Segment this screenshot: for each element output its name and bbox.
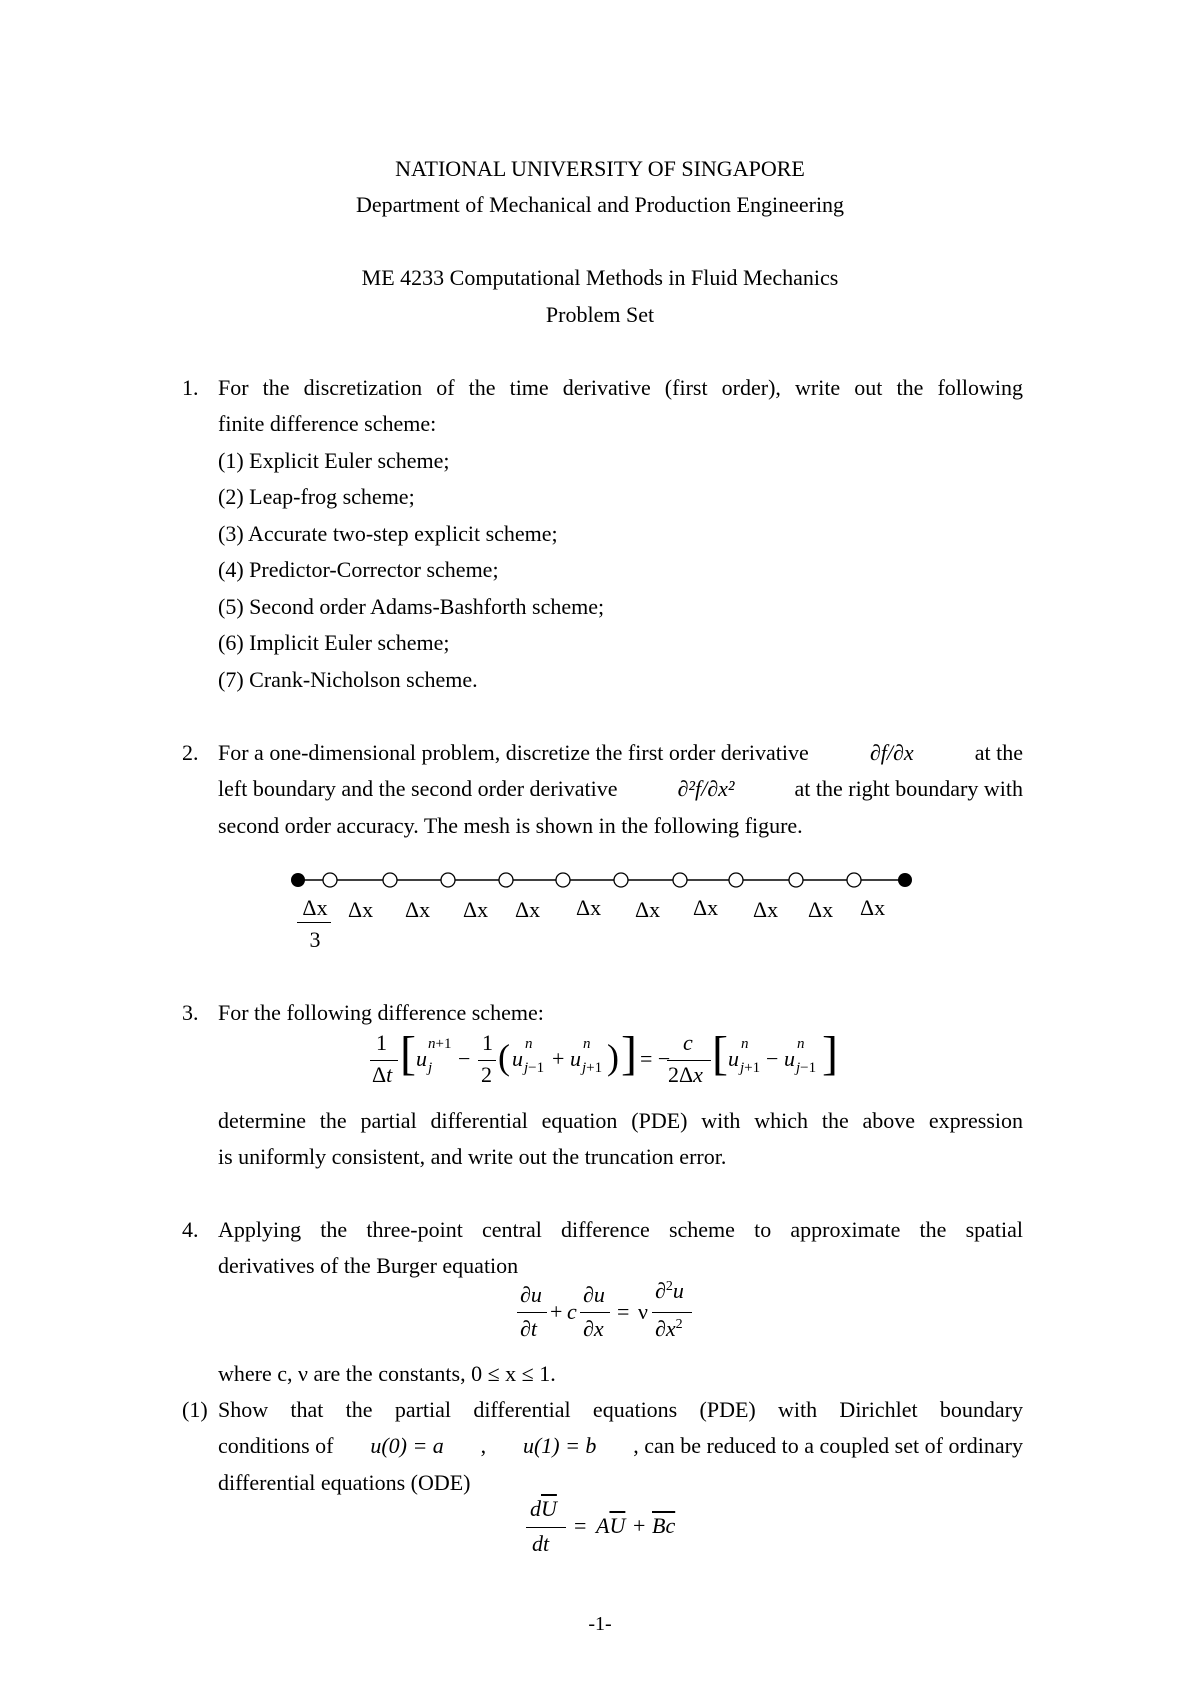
mesh-label-first: Δx [302, 895, 328, 920]
course-title: ME 4233 Computational Methods in Fluid Mechanics [361, 265, 839, 290]
bc-separator: , [480, 1433, 487, 1458]
document-title: Problem Set [545, 302, 655, 327]
q1-item-6: (6) Implicit Euler scheme; [218, 630, 450, 655]
mesh-label-4: Δx [463, 897, 489, 922]
q4-number: 4. [182, 1217, 199, 1242]
mesh-boundary-node-left [291, 873, 305, 887]
q4-sub-number: (1) [182, 1397, 208, 1422]
q2-line1-end: at the [974, 740, 1023, 765]
mesh-label-denominator: 3 [309, 927, 321, 952]
q3-line1: For the following difference scheme: [218, 1000, 544, 1025]
q2-line3: second order accuracy. The mesh is shown in the following figure. [218, 813, 803, 838]
mesh-label-11: Δx [860, 895, 886, 920]
mesh-label-3: Δx [405, 897, 431, 922]
mesh-interior-node [556, 873, 570, 887]
q1-item-2: (2) Leap-frog scheme; [218, 484, 415, 509]
q1-item-4: (4) Predictor-Corrector scheme; [218, 557, 499, 582]
q2-line2-text: left boundary and the second order derivative [218, 776, 618, 801]
department-name: Department of Mechanical and Production Engineering [355, 192, 845, 217]
mesh-label-2: Δx [348, 897, 374, 922]
q1-item-7: (7) Crank-Nicholson scheme. [218, 667, 478, 692]
q4-line2: derivatives of the Burger equation [218, 1253, 519, 1278]
mesh-interior-node [383, 873, 397, 887]
q1-line2: finite difference scheme: [218, 411, 437, 436]
mesh-label-6: Δx [576, 895, 602, 920]
mesh-label-7: Δx [635, 897, 661, 922]
boundary-condition-right: u(1) = b [522, 1433, 597, 1458]
university-name: NATIONAL UNIVERSITY OF SINGAPORE [395, 156, 805, 181]
mesh-label-5: Δx [515, 897, 541, 922]
mesh-label-10: Δx [808, 897, 834, 922]
mesh-interior-node [789, 873, 803, 887]
q4-where-line: where c, ν are the constants, 0 ≤ x ≤ 1. [218, 1361, 556, 1386]
q4-line1: Applying the three-point central difference scheme to approximate the spatial [218, 1217, 1023, 1242]
mesh-interior-node [673, 873, 687, 887]
q1-item-3: (3) Accurate two-step explicit scheme; [218, 521, 558, 546]
q2-line2 [218, 776, 1023, 802]
mesh-label-9: Δx [753, 897, 779, 922]
q4-sub-line3: differential equations (ODE) [218, 1470, 471, 1495]
mesh-interior-node [614, 873, 628, 887]
q1-item-5: (5) Second order Adams-Bashforth scheme; [218, 594, 605, 619]
mesh-label-8: Δx [693, 895, 719, 920]
q4-sub-line2 [218, 1433, 1023, 1459]
q2-line1 [218, 740, 1023, 766]
mesh-interior-node [499, 873, 513, 887]
page-number: -1- [588, 1613, 612, 1635]
q3-line2: determine the partial differential equation (PDE) with which the above expression [218, 1108, 1023, 1133]
mesh-interior-node [729, 873, 743, 887]
mesh-boundary-node-right [898, 873, 912, 887]
q2-line2-end: at the right boundary with [794, 776, 1023, 801]
mesh-fraction-bar [297, 922, 331, 923]
q3-line3: is uniformly consistent, and write out the truncation error. [218, 1144, 727, 1169]
mesh-interior-node [847, 873, 861, 887]
problem-set-page: NATIONAL UNIVERSITY OF SINGAPORE Department of Mechanical and Production Engineering ME 4233 Computational Methods in Fluid Mechanics Problem Set 1. For the discretization of the time derivative (first order), write out the following finite difference scheme: (1) Explicit Euler scheme; (2) Leap-frog scheme; (3) Accurate two-step explicit scheme; (4) Predictor-Corrector scheme; (5) Second order Adams-Bashforth scheme; (6) Implicit Euler scheme; (7) Crank-Nicholson scheme. 2. For a one-dimensional problem, discretize the first order derivative ∂f/∂x at the left boundary and the second order derivative ∂²f/∂x² at the right boundary with second order accuracy. The mesh is shown in the following figure. Δx 3 Δx Δx Δx Δx Δx Δx Δx Δx Δx Δx 3. For the following difference scheme: 1 Δt [ u j n+1 − 1 2 ( u j−1 n + u j+1 n ) ] = − c 2Δx [ u j+1 n − u j−1 n ] determine the partial differential equation (PDE) with which the above expression is uniformly consistent, and write out the truncation error. 4. Applying the three-point central difference scheme to approximate the spatial derivatives of the Burger equation ∂u ∂t + c ∂u ∂x = ν ∂$^2$u $\partial x^2$ where c, ν are the constants, 0 ≤ x ≤ 1. (1) Show that the partial differential equations (PDE) with Dirichlet boundary conditions of u(0) = a , u(1) = b , can be reduced to a coupled set of ordinary differential equations (ODE) $d\overline{U}$ dt = $A\overline{U}$ + $\overline{Bc}$ -1- [0, 0, 1200, 1698]
q4-sub-line2-text: conditions of [218, 1433, 334, 1458]
q4-sub-line2-end: , can be reduced to a coupled set of ordinary [633, 1433, 1023, 1458]
q2-second-derivative: ∂²f/∂x² [677, 776, 735, 801]
mesh-interior-node [441, 873, 455, 887]
boundary-condition-left: u(0) = a [370, 1433, 444, 1458]
q1-number: 1. [182, 375, 199, 400]
mesh-interior-node [323, 873, 337, 887]
q1-line1: For the discretization of the time derivative (first order), write out the following [218, 375, 1023, 400]
q3-number: 3. [182, 1000, 199, 1025]
q1-item-1: (1) Explicit Euler scheme; [218, 448, 450, 473]
q4-sub-line1: Show that the partial differential equations (PDE) with Dirichlet boundary [218, 1397, 1023, 1422]
q2-first-derivative: ∂f/∂x [869, 740, 914, 765]
q2-line1-text: For a one-dimensional problem, discretize the first order derivative [218, 740, 809, 765]
q2-number: 2. [182, 740, 199, 765]
